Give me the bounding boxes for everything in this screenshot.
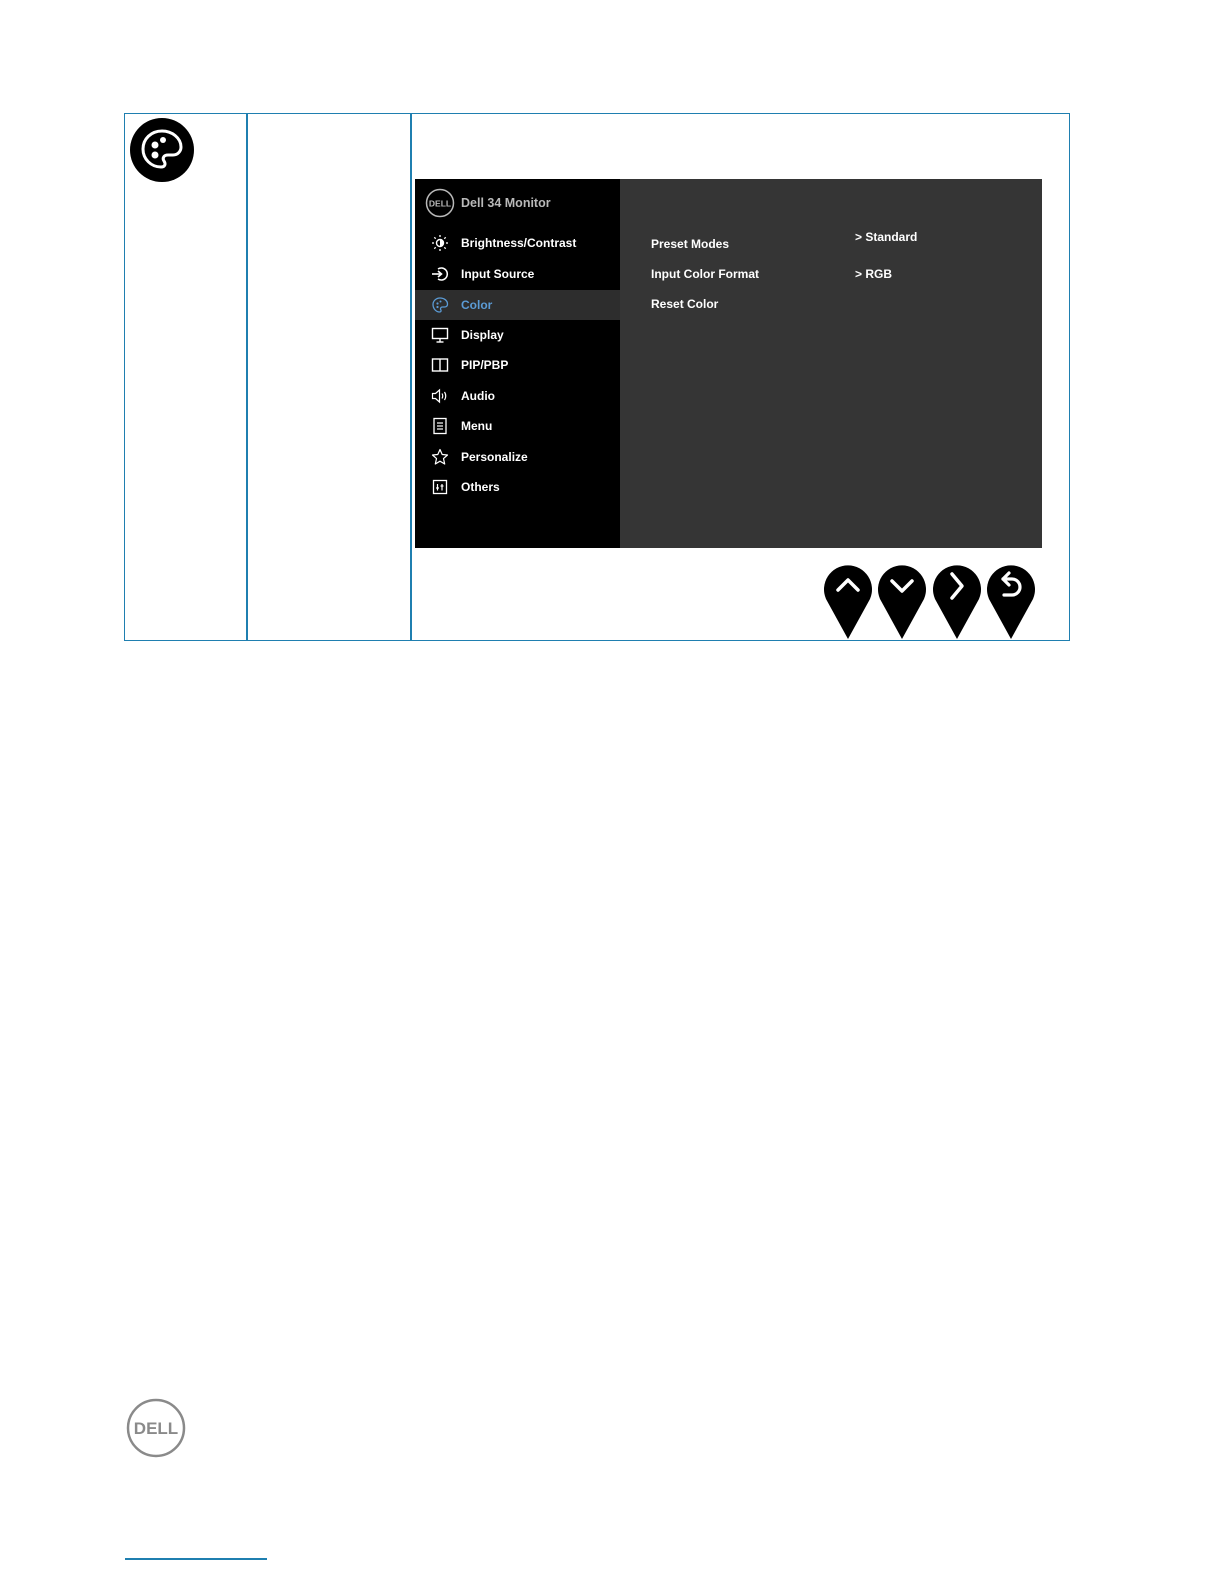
right-arrow-icon[interactable] — [931, 559, 983, 641]
menu-item-pip-pbp[interactable]: PIP/PBP — [415, 350, 620, 380]
color-palette-icon — [431, 296, 449, 314]
dell-logo-icon — [126, 1398, 186, 1458]
menu-item-personalize[interactable]: Personalize — [415, 442, 620, 472]
menu-item-audio[interactable]: Audio — [415, 381, 620, 411]
star-icon — [431, 448, 449, 466]
brightness-icon — [431, 234, 449, 252]
pip-pbp-icon — [431, 356, 449, 374]
svg-text:DELL: DELL — [133, 1419, 179, 1438]
feature-table — [124, 113, 1070, 641]
up-arrow-icon[interactable] — [822, 559, 874, 641]
submenu-item-preset-modes[interactable]: Preset Modes — [651, 237, 730, 251]
osd-navigation-buttons — [822, 559, 1038, 641]
dell-logo-icon — [425, 188, 455, 218]
menu-item-input-source[interactable]: Input Source — [415, 259, 620, 289]
table-column-divider — [410, 114, 412, 640]
back-icon[interactable] — [985, 559, 1037, 641]
table-column-divider — [246, 114, 248, 640]
submenu-item-reset-color[interactable]: Reset Color — [651, 297, 719, 311]
submenu-value-preset-modes: > Standard — [855, 230, 918, 244]
menu-item-others[interactable]: Others — [415, 472, 620, 502]
submenu-item-input-color-format[interactable]: Input Color Format — [651, 267, 759, 281]
osd-menu — [415, 179, 1042, 548]
osd-main-menu — [415, 179, 620, 548]
menu-item-brightness-contrast[interactable]: Brightness/Contrast — [415, 228, 620, 258]
submenu-value-input-color-format: > RGB — [855, 267, 893, 281]
input-source-icon — [431, 265, 449, 283]
color-palette-icon — [129, 117, 195, 183]
menu-item-menu[interactable]: Menu — [415, 411, 620, 441]
others-icon — [431, 478, 449, 496]
osd-header — [425, 187, 551, 219]
svg-text:DELL: DELL — [428, 198, 452, 209]
osd-title: Dell 34 Monitor — [461, 196, 551, 210]
menu-icon — [431, 417, 449, 435]
menu-item-display[interactable]: Display — [415, 320, 620, 350]
audio-icon — [431, 387, 449, 405]
display-icon — [431, 326, 449, 344]
footer-link-underline[interactable] — [125, 1558, 267, 1560]
down-arrow-icon[interactable] — [876, 559, 928, 641]
menu-item-color[interactable]: Color — [415, 290, 620, 320]
